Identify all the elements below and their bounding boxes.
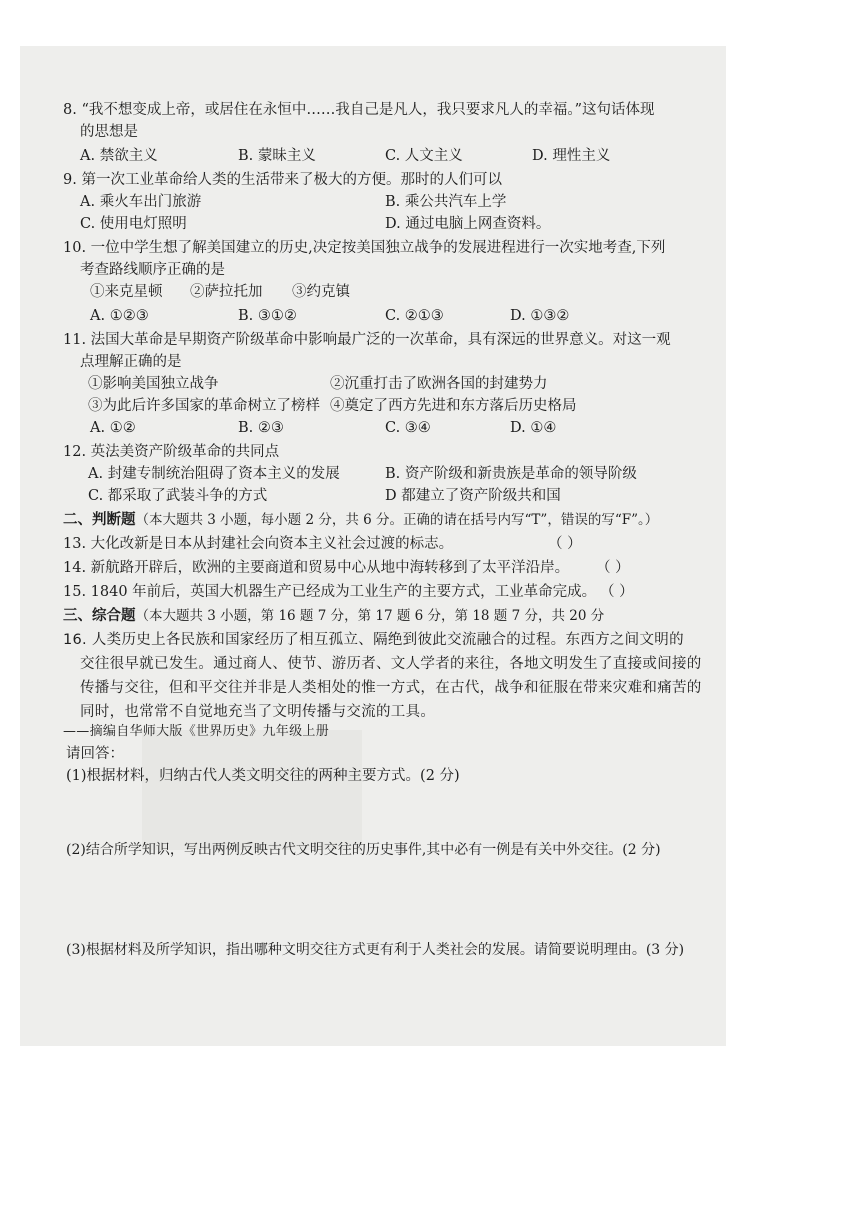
q16-sub-question-2: (2)结合所学知识，写出两例反映古代文明交往的历史事件,其中必有一例是有关中外交往。(2 分) — [66, 842, 661, 858]
q9-option-a: A. 乘火车出门旅游 — [80, 194, 202, 210]
q16-material-line2: 交往很早就已发生。通过商人、使节、游历者、文人学者的来往，各地文明发生了直接或间接的 — [80, 656, 702, 672]
part2-header — [63, 510, 658, 530]
q9-option-c: C. 使用电灯照明 — [80, 216, 187, 232]
q9-stem: 9. 第一次工业革命给人类的生活带来了极大的方便。那时的人们可以 — [63, 172, 502, 188]
part2-heading: 二、判断题 — [63, 511, 136, 528]
q8-stem-line1: 8. “我不想变成上帝，或居住在永恒中……我自己是凡人，我只要求凡人的幸福。”这句话体现 — [63, 102, 655, 118]
part3-note: （本大题共 3 小题，第 16 题 7 分，第 17 题 6 分，第 18 题 7 分，共 20 分 — [135, 608, 605, 624]
q15-answer-paren: （ ） — [600, 584, 634, 600]
q13-answer-paren: （ ） — [548, 536, 582, 552]
q10-stem-line2: 考查路线顺序正确的是 — [80, 262, 225, 278]
q15-text: 15. 1840 年前后，英国大机器生产已经成为工业生产的主要方式，工业革命完成。 — [63, 584, 597, 600]
q10-place-2: ②萨拉托加 — [190, 284, 263, 300]
q14-answer-paren: （ ） — [596, 560, 630, 576]
q11-item-1: ①影响美国独立战争 — [88, 376, 219, 392]
q14-text: 14. 新航路开辟后，欧洲的主要商道和贸易中心从地中海转移到了太平洋沿岸。 — [63, 560, 570, 576]
q11-item-2: ②沉重打击了欧洲各国的封建势力 — [330, 376, 548, 392]
q9-option-d: D. 通过电脑上网查资料。 — [385, 216, 551, 232]
q11-stem-line2: 点理解正确的是 — [80, 354, 182, 370]
q16-source: ——摘编自华师大版《世界历史》九年级上册 — [63, 724, 330, 739]
q10-option-c: C. ②①③ — [385, 308, 444, 324]
q11-stem-line1: 11. 法国大革命是早期资产阶级革命中影响最广泛的一次革命，具有深远的世界意义。对这一观 — [63, 332, 671, 348]
q16-prompt: 请回答： — [66, 746, 124, 762]
q9-option-b: B. 乘公共汽车上学 — [385, 194, 507, 210]
q8-option-b: B. 蒙昧主义 — [238, 148, 316, 164]
q16-material-line3: 传播与交往，但和平交往并非是人类相处的惟一方式，在古代，战争和征服在带来灾难和痛苦的 — [80, 680, 702, 696]
q16-sub-question-1: (1)根据材料，归纳古代人类文明交往的两种主要方式。(2 分) — [66, 768, 460, 784]
q12-stem: 12. 英法美资产阶级革命的共同点 — [63, 444, 280, 460]
q16-sub-question-3: (3)根据材料及所学知识，指出哪种文明交往方式更有利于人类社会的发展。请简要说明理由。(3 分) — [66, 942, 685, 958]
part3-heading: 三、综合题 — [63, 607, 136, 624]
q10-place-1: ①来克星顿 — [90, 284, 163, 300]
q11-item-4: ④奠定了西方先进和东方落后历史格局 — [330, 398, 577, 414]
bleed-through-map — [142, 730, 362, 850]
q12-option-c: C. 都采取了武装斗争的方式 — [88, 488, 268, 504]
part3-header — [63, 606, 604, 626]
q11-option-a: A. ①② — [90, 420, 136, 436]
q10-stem-line1: 10. 一位中学生想了解美国建立的历史,决定按美国独立战争的发展进程进行一次实地考查,下列 — [63, 240, 666, 256]
q10-option-a: A. ①②③ — [90, 308, 149, 324]
q8-stem-line2: 的思想是 — [80, 124, 138, 140]
q11-item-3: ③为此后许多国家的革命树立了榜样 — [88, 398, 320, 414]
q16-material-line1: 16. 人类历史上各民族和国家经历了相互孤立、隔绝到彼此交流融合的过程。东西方之间文明的 — [63, 632, 684, 648]
q8-option-c: C. 人文主义 — [385, 148, 463, 164]
q13-text: 13. 大化改新是日本从封建社会向资本主义社会过渡的标志。 — [63, 536, 454, 552]
q12-option-d: D 都建立了资产阶级共和国 — [385, 488, 561, 504]
q11-option-b: B. ②③ — [238, 420, 284, 436]
q11-option-c: C. ③④ — [385, 420, 431, 436]
q12-option-b: B. 资产阶级和新贵族是革命的领导阶级 — [385, 466, 637, 482]
q11-option-d: D. ①④ — [510, 420, 557, 436]
q10-place-3: ③约克镇 — [292, 284, 350, 300]
q16-material-line4: 同时，也常常不自觉地充当了文明传播与交流的工具。 — [80, 704, 436, 720]
q8-option-a: A. 禁欲主义 — [80, 148, 158, 164]
q10-option-b: B. ③①② — [238, 308, 297, 324]
q10-option-d: D. ①③② — [510, 308, 570, 324]
q12-option-a: A. 封建专制统治阻碍了资本主义的发展 — [88, 466, 340, 482]
part2-note: （本大题共 3 小题，每小题 2 分，共 6 分。正确的请在括号内写“T”，错误的写“F”。） — [135, 512, 659, 528]
q8-option-d: D. 理性主义 — [532, 148, 611, 164]
